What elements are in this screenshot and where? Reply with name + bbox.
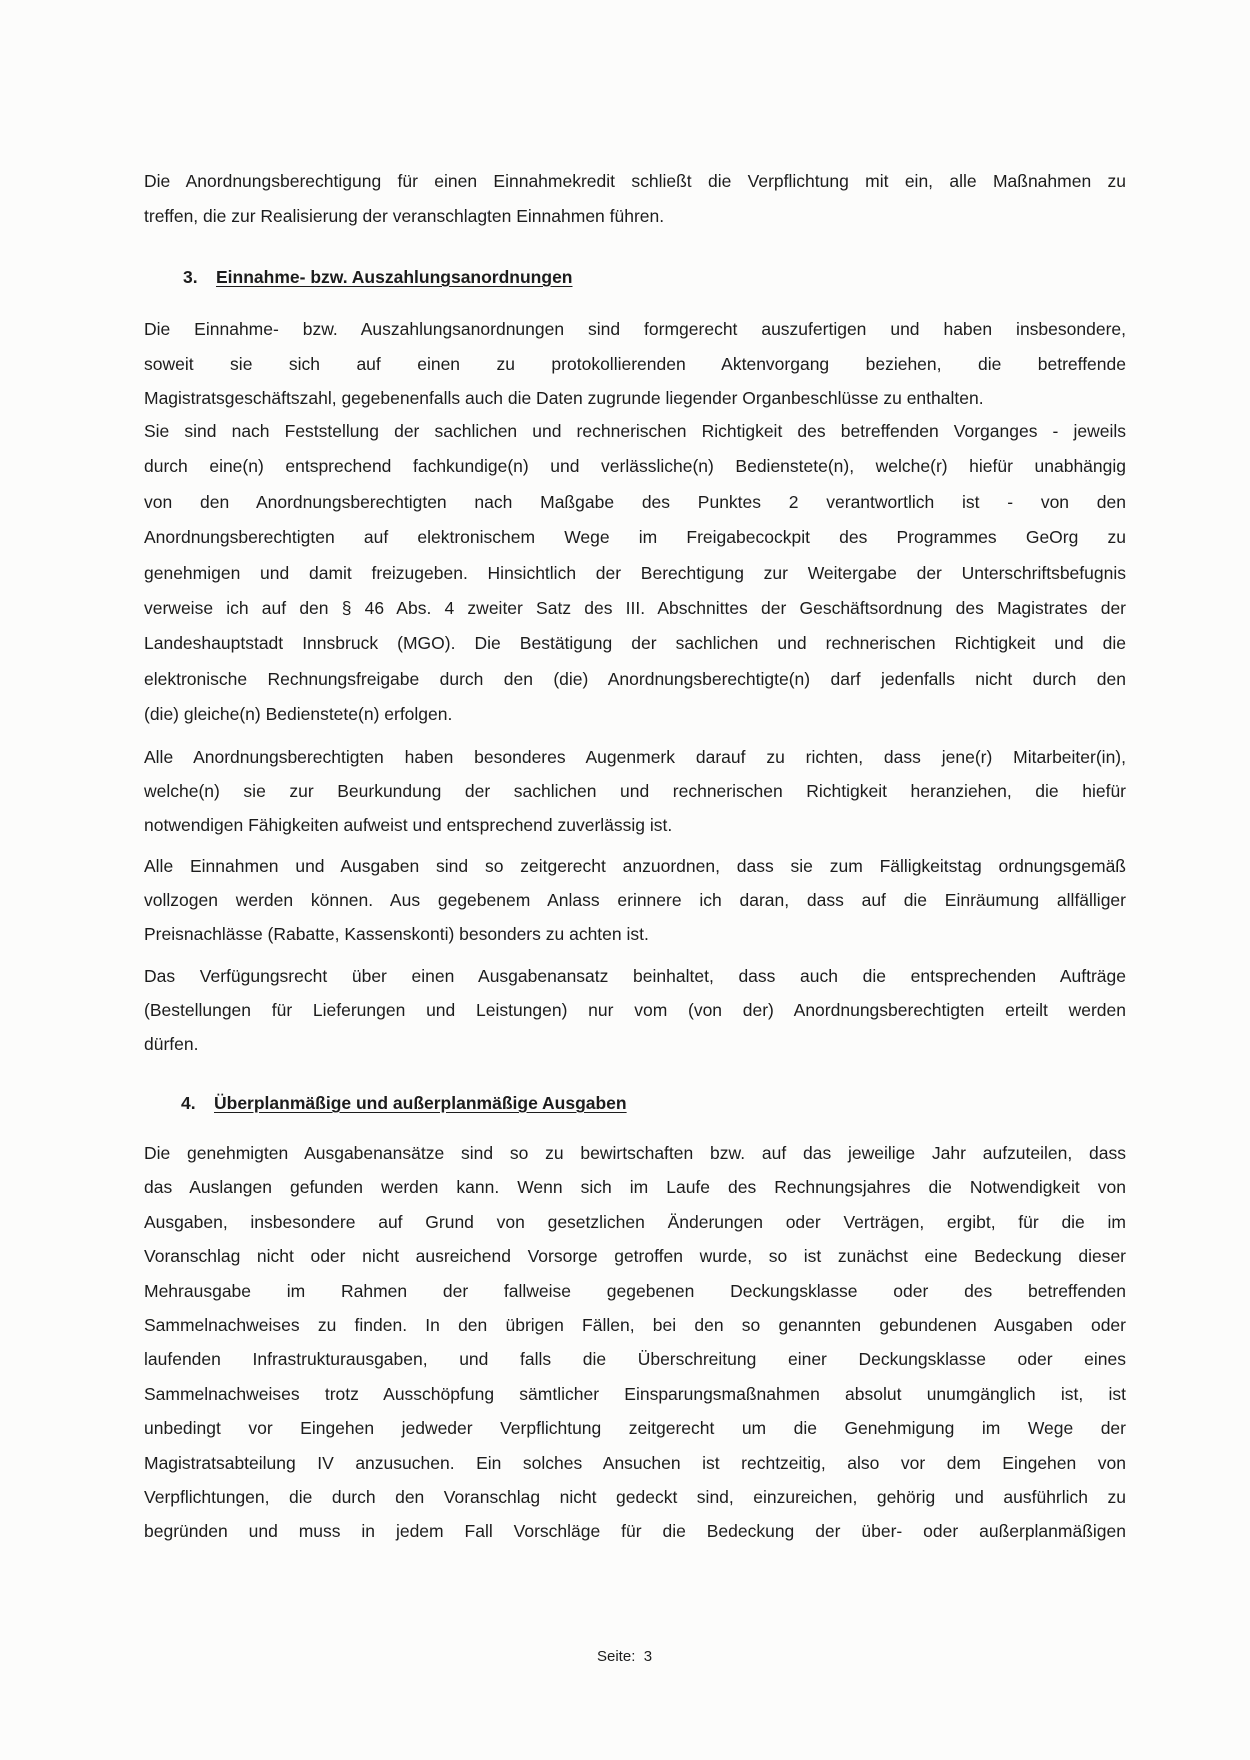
text-line: das Auslangen gefunden werden kann. Wenn sich im Laufe des Rechnungsjahres die Notwendigkeit von — [144, 1177, 1126, 1198]
paragraph-anordnungen — [144, 312, 1126, 416]
text-line: Preisnachlässe (Rabatte, Kassenskonti) besonders zu achten ist. — [144, 924, 649, 945]
text-line: von den Anordnungsberechtigten nach Maßgabe des Punktes 2 verantwortlich ist - von den — [144, 491, 1126, 512]
text-line: treffen, die zur Realisierung der veranschlagten Einnahmen führen. — [144, 205, 665, 226]
text-line: verweise ich auf den § 46 Abs. 4 zweiter Satz des III. Abschnittes der Geschäftsordnung des Magistrates der — [144, 597, 1126, 618]
text-line: elektronische Rechnungsfreigabe durch den (die) Anordnungsberechtigte(n) darf jedenfalls nicht durch den — [144, 668, 1126, 689]
paragraph-feststellung — [144, 414, 1126, 733]
text-line: Ausgaben, insbesondere auf Grund von gesetzlichen Änderungen oder Verträgen, ergibt, für die im — [144, 1211, 1126, 1232]
text-line: dürfen. — [144, 1034, 199, 1055]
section-title: Überplanmäßige und außerplanmäßige Ausgaben — [214, 1093, 627, 1113]
section-number: 3. — [183, 267, 198, 287]
section-title: Einnahme- bzw. Auszahlungsanordnungen — [216, 267, 573, 287]
text-line: soweit sie sich auf einen zu protokollierenden Aktenvorgang beziehen, die betreffende — [144, 353, 1126, 374]
text-line: Sammelnachweises trotz Ausschöpfung sämtlicher Einsparungsmaßnahmen absolut unumgänglich ist, ist — [144, 1383, 1126, 1404]
text-line: Mehrausgabe im Rahmen der fallweise gegebenen Deckungsklasse oder des betreffenden — [144, 1280, 1126, 1301]
paragraph-ausgabenansaetze — [144, 1136, 1126, 1549]
text-line: Alle Einnahmen und Ausgaben sind so zeitgerecht anzuordnen, dass sie zum Fälligkeitstag ordnungsgemäß — [144, 856, 1126, 876]
text-line: Die genehmigten Ausgabenansätze sind so zu bewirtschaften bzw. auf das jeweilige Jahr aufzuteilen, dass — [144, 1143, 1126, 1163]
text-line: Verpflichtungen, die durch den Voranschlag nicht gedeckt sind, einzureichen, gehörig und ausführlich zu — [144, 1486, 1126, 1507]
text-line: Anordnungsberechtigten auf elektronischem Wege im Freigabecockpit des Programmes GeOrg zu — [144, 527, 1126, 548]
text-line: Magistratsabteilung IV anzusuchen. Ein solches Ansuchen ist rechtzeitig, also vor dem Eingehen von — [144, 1452, 1126, 1473]
text-line: (Bestellungen für Lieferungen und Leistungen) nur vom (von der) Anordnungsberechtigten erteilt werden — [144, 1000, 1126, 1021]
paragraph-augenmerk — [144, 740, 1126, 843]
paragraph-zeitgerecht — [144, 849, 1126, 952]
text-line: Das Verfügungsrecht über einen Ausgabenansatz beinhaltet, dass auch die entsprechenden Aufträge — [144, 966, 1126, 986]
text-line: durch eine(n) entsprechend fachkundige(n) und verlässliche(n) Bedienstete(n), welche(r) hiefür unabhängig — [144, 456, 1126, 477]
text-line: unbedingt vor Eingehen jedweder Verpflichtung zeitgerecht um die Genehmigung im Wege der — [144, 1418, 1126, 1439]
text-line: Sammelnachweises zu finden. In den übrigen Fällen, bei den so genannten gebundenen Ausgaben oder — [144, 1314, 1126, 1335]
text-line: Magistratsgeschäftszahl, gegebenenfalls auch die Daten zugrunde liegender Organbeschlüsse zu enthalten. — [144, 388, 984, 408]
text-line: genehmigen und damit freizugeben. Hinsichtlich der Berechtigung zur Weitergabe der Unterschriftsbefugnis — [144, 562, 1126, 583]
text-line: Die Einnahme- bzw. Auszahlungsanordnungen sind formgerecht auszufertigen und haben insbesondere, — [144, 319, 1126, 339]
paragraph-verfuegungsrecht — [144, 959, 1126, 1062]
text-line: Landeshauptstadt Innsbruck (MGO). Die Bestätigung der sachlichen und rechnerischen Richtigkeit und die — [144, 633, 1126, 654]
text-line: laufenden Infrastrukturausgaben, und falls die Überschreitung einer Deckungsklasse oder eines — [144, 1349, 1126, 1370]
text-line: welche(n) sie zur Beurkundung der sachlichen und rechnerischen Richtigkeit heranziehen, die hiefür — [144, 781, 1126, 802]
paragraph-intro — [144, 164, 1126, 233]
text-line: notwendigen Fähigkeiten aufweist und entsprechend zuverlässig ist. — [144, 815, 673, 836]
text-line: Voranschlag nicht oder nicht ausreichend Vorsorge getroffen wurde, so ist zunächst eine Bedeckung dieser — [144, 1246, 1126, 1267]
page-number: Seite: 3 — [597, 1648, 653, 1665]
text-line: vollzogen werden können. Aus gegebenem Anlass erinnere ich daran, dass auf die Einräumung allfälliger — [144, 890, 1126, 911]
section-number: 4. — [181, 1093, 196, 1113]
text-line: begründen und muss in jedem Fall Vorschläge für die Bedeckung der über- oder außerplanmäßigen — [144, 1521, 1126, 1542]
text-line: (die) gleiche(n) Bedienstete(n) erfolgen. — [144, 704, 453, 725]
text-line: Alle Anordnungsberechtigten haben besonderes Augenmerk darauf zu richten, dass jene(r) Mitarbeiter(in), — [144, 747, 1126, 767]
text-line: Sie sind nach Feststellung der sachlichen und rechnerischen Richtigkeit des betreffenden Vorganges - jeweils — [144, 421, 1126, 441]
text-line: Die Anordnungsberechtigung für einen Einnahmekredit schließt die Verpflichtung mit ein, alle Maßnahmen zu — [144, 171, 1126, 191]
